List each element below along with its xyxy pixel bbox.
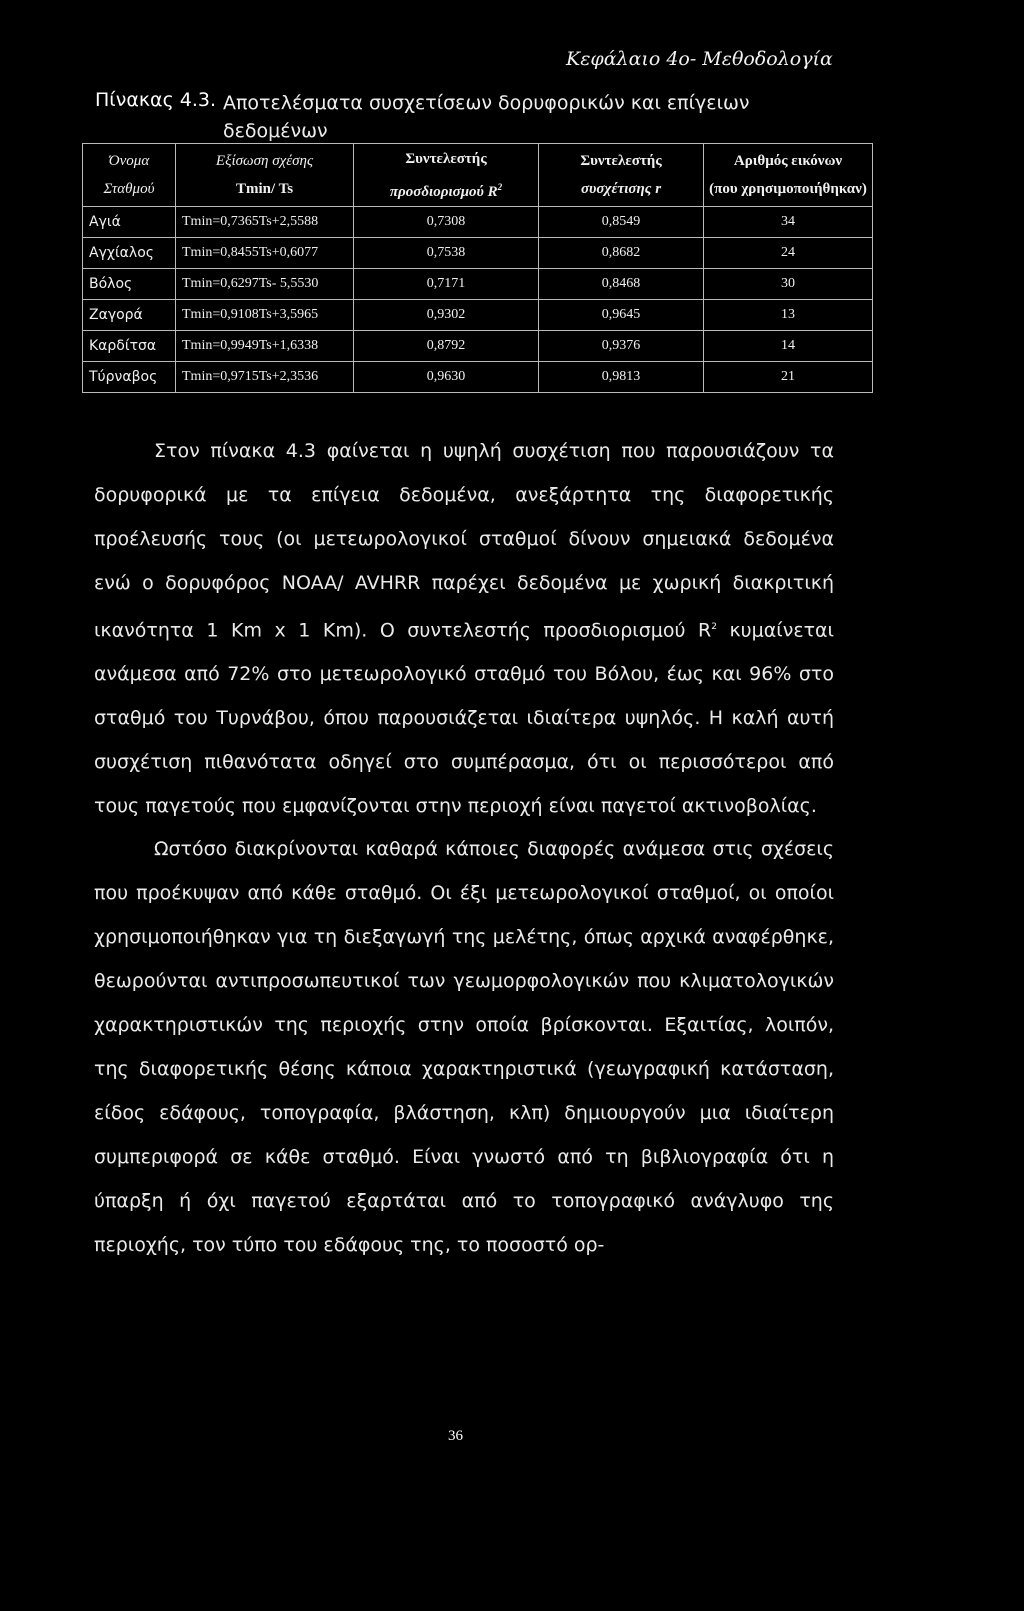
body-text bbox=[94, 430, 834, 1268]
table-row: Βόλος Tmin=0,6297Ts- 5,5530 0,7171 0,8468 30 bbox=[83, 269, 873, 300]
results-table bbox=[82, 143, 873, 393]
table-caption-label: Πίνακας 4.3. bbox=[95, 89, 217, 111]
page-number: 36 bbox=[448, 1428, 463, 1444]
table-row: Τύρναβος Tmin=0,9715Ts+2,3536 0,9630 0,9813 21 bbox=[83, 362, 873, 393]
header-station: Όνομα Σταθμού bbox=[83, 144, 176, 207]
table-header-row bbox=[83, 144, 873, 207]
table-row: Αγχίαλος Tmin=0,8455Ts+0,6077 0,7538 0,8682 24 bbox=[83, 238, 873, 269]
header-equation: Εξίσωση σχέσης Tmin/ Ts bbox=[176, 144, 354, 207]
paragraph-1: Στον πίνακα 4.3 φαίνεται η υψηλή συσχέτιση που παρουσιάζουν τα δορυφορικά με τα επίγεια δεδομένα, ανεξάρτητα της διαφορετικής προέλευσής τους (οι μετεωρολογικοί σταθμοί δίνουν σημειακά δεδομένα ενώ ο δορυφόρος NOAA/ AVHRR παρέχει δεδομένα με χωρική διακριτική ικανότητα 1 Km x 1 Km). Ο συντελεστής προσδιορισμού $R^2$ κυμαίνεται ανάμεσα από 72% στο μετεωρολογικό σταθμό του Βόλου, έως και 96% στο σταθμό του Τυρνάβου, όπου παρουσιάζεται ιδιαίτερα υψηλός. Η καλή αυτή συσχέτιση πιθανότατα οδηγεί στο συμπέρασμα, ότι οι περισσότεροι από τους παγετούς που εμφανίζονται στην περιοχή είναι παγετοί ακτινοβολίας. bbox=[94, 440, 834, 817]
header-r: Συντελεστής συσχέτισης r bbox=[539, 144, 704, 207]
table-row: Ζαγορά Tmin=0,9108Ts+3,5965 0,9302 0,9645 13 bbox=[83, 300, 873, 331]
header-r2: Συντελεστής προσδιορισμού $R^2$ bbox=[354, 144, 539, 207]
header-images: Αριθμός εικόνων (που χρησιμοποιήθηκαν) bbox=[704, 144, 873, 207]
paragraph-2: Ωστόσο διακρίνονται καθαρά κάποιες διαφορές ανάμεσα στις σχέσεις που προέκυψαν από κάθε σταθμό. Οι έξι μετεωρολογικοί σταθμοί, οι οποίοι χρησιμοποιήθηκαν για τη διεξαγωγή της μελέτης, όπως αρχικά αναφέρθηκε, θεωρούνται αντιπροσωπευτικοί των γεωμορφολογικών που κλιματολογικών χαρακτηριστικών της περιοχής στην οποία βρίσκονται. Εξαιτίας, λοιπόν, της διαφορετικής θέσης κάποια χαρακτηριστικά (γεωγραφική κατάσταση, είδος εδάφους, τοπογραφία, βλάστηση, κλπ) δημιουργούν μια ιδιαίτερη συμπεριφορά σε κάθε σταθμό. Είναι γνωστό από τη βιβλιογραφία ότι η ύπαρξη ή όχι παγετού εξαρτάται από το τοπογραφικό ανάγλυφο της περιοχής, τον τύπο του εδάφους της, το ποσοστό ορ- bbox=[94, 838, 834, 1256]
table-row: Αγιά Tmin=0,7365Ts+2,5588 0,7308 0,8549 34 bbox=[83, 207, 873, 238]
chapter-header: Κεφάλαιο 4ο- Μεθοδολογία bbox=[566, 48, 833, 70]
table-caption-text: Αποτελέσματα συσχετίσεων δορυφορικών και επίγειων δεδομένων bbox=[223, 92, 750, 142]
table-row: Καρδίτσα Tmin=0,9949Ts+1,6338 0,8792 0,9376 14 bbox=[83, 331, 873, 362]
